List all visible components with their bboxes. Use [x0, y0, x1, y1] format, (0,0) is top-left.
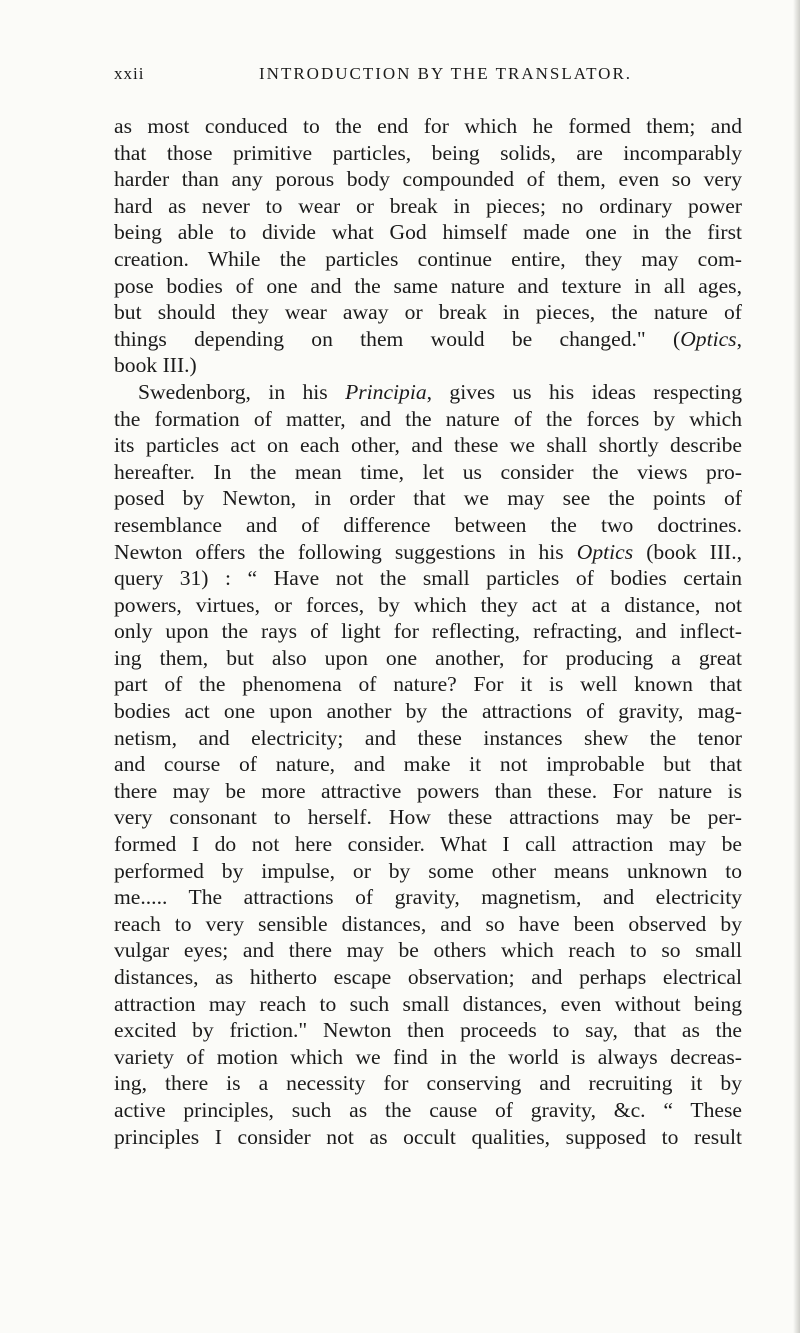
- paragraph-start-line: Swedenborg, in his Principia, gives us his ideas respecting: [138, 379, 742, 404]
- page-edge-shadow: [793, 0, 800, 1333]
- text-line: ing them, but also upon one another, for producing a great: [114, 645, 742, 670]
- text-line: me..... The attractions of gravity, magnetism, and electricity: [114, 885, 742, 910]
- text-line: there may be more attractive powers than these. For nature is: [114, 778, 742, 803]
- text-line: pose bodies of one and the same nature and texture in all ages,: [114, 273, 742, 298]
- text-line: hereafter. In the mean time, let us consider the views pro-: [114, 459, 742, 484]
- text-line: book III.): [114, 353, 197, 378]
- page-number: xxii: [114, 64, 145, 83]
- text-line: vulgar eyes; and there may be others which reach to so small: [114, 938, 742, 963]
- text-line: principles I consider not as occult qualities, supposed to result: [114, 1124, 742, 1149]
- text-line: its particles act on each other, and these we shall shortly describe: [114, 433, 742, 458]
- text-line: being able to divide what God himself made one in the first: [114, 220, 742, 245]
- text-line: creation. While the particles continue entire, they may com-: [114, 246, 742, 271]
- running-head: INTRODUCTION BY THE TRANSLATOR.: [259, 64, 633, 83]
- text-line: the formation of matter, and the nature of the forces by which: [114, 406, 742, 431]
- book-title-principia: Principia: [345, 379, 427, 404]
- body-text: [114, 113, 742, 1150]
- text-line: attraction may reach to such small distances, even without being: [114, 991, 742, 1016]
- text-line: Newton offers the following suggestions in his Optics (book III.,: [114, 539, 742, 564]
- text-line: and course of nature, and make it not improbable but that: [114, 752, 742, 777]
- text-line: as most conduced to the end for which he formed them; and: [114, 114, 742, 138]
- text-line: query 31) : “ Have not the small particles of bodies certain: [114, 566, 742, 591]
- text-line: [114, 326, 742, 353]
- text-line: part of the phenomena of nature? For it is well known that: [114, 672, 742, 697]
- text-segment: things depending on them would be changed.": [114, 326, 646, 351]
- page-header: [114, 64, 734, 88]
- text-line: netism, and electricity; and these instances shew the tenor: [114, 725, 742, 750]
- text-line: formed I do not here consider. What I call attraction may be: [114, 832, 742, 857]
- text-line: hard as never to wear or break in pieces; no ordinary power: [114, 193, 742, 218]
- text-line: reach to very sensible distances, and so have been observed by: [114, 911, 742, 936]
- text-line: that those primitive particles, being solids, are incomparably: [114, 140, 742, 165]
- text-line: active principles, such as the cause of gravity, &c. “ These: [114, 1097, 742, 1122]
- text-line: ing, there is a necessity for conserving and recruiting it by: [114, 1071, 742, 1096]
- book-title-optics: Optics: [576, 539, 634, 564]
- text-line: powers, virtues, or forces, by which they act at a distance, not: [114, 592, 742, 617]
- text-line: excited by friction." Newton then proceeds to say, that as the: [114, 1018, 742, 1043]
- text-line: resemblance and of difference between the two doctrines.: [114, 512, 742, 537]
- text-line: bodies act one upon another by the attractions of gravity, mag-: [114, 699, 742, 724]
- text-line: posed by Newton, in order that we may see the points of: [114, 486, 742, 511]
- text-line: but should they wear away or break in pieces, the nature of: [114, 300, 742, 325]
- text-line: distances, as hitherto escape observation; and perhaps electrical: [114, 965, 742, 989]
- citation: (Optics,: [672, 326, 742, 351]
- text-line: only upon the rays of light for reflecting, refracting, and inflect-: [114, 619, 742, 644]
- text-line: very consonant to herself. How these attractions may be per-: [114, 805, 742, 830]
- text-line: harder than any porous body compounded of them, even so very: [114, 167, 742, 192]
- book-title-optics: Optics: [680, 326, 737, 351]
- text-line: performed by impulse, or by some other means unknown to: [114, 858, 742, 883]
- text-line: variety of motion which we find in the world is always decreas-: [114, 1044, 742, 1069]
